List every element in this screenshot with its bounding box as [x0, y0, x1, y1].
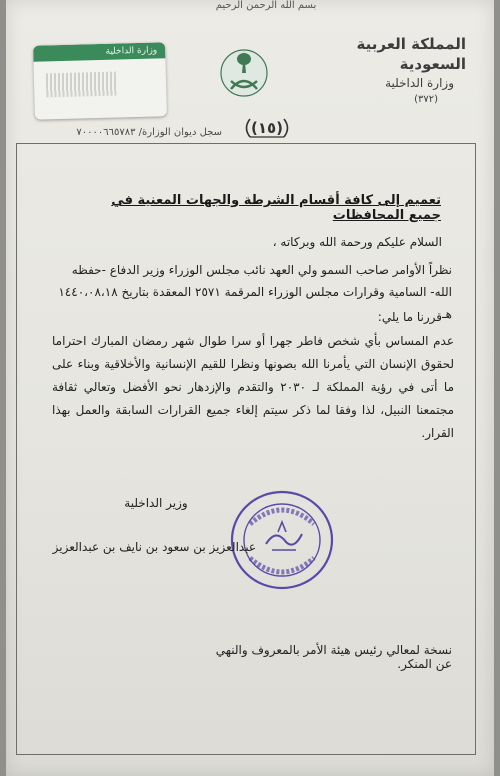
paragraph-decision: عدم المساس بأي شخص فاطر جهرا أو سرا طوال شهر رمضان المبارك احتراما لحقوق الإنسان التي يأمرنا الله بصونها ونظرا للقيم الإنسانية والأخلاقية وبناء على ما أتى في رؤية المملكة لـ ٢٠٣٠ والتقدم والإزدهار نحو الأفضل وتعالي ثقافة مجتمعنا النبيل، لذا وفقا لما ذكر سيتم إلغاء جميع القرارات السابقة والعمل بهذا القرار.	[52, 334, 454, 440]
greeting: السلام عليكم ورحمة الله وبركاته ،	[272, 235, 442, 249]
letterhead	[316, 34, 466, 108]
ministry-code: (٣٧٢)	[414, 94, 438, 105]
letter-title: تعميم إلى كافة أقسام الشرطة والجهات المعنية في جميع المحافظات	[111, 193, 441, 223]
decision-intro: قررنا ما يلي:	[377, 310, 442, 324]
ministry-name: وزارة الداخلية	[385, 76, 454, 90]
signatory-title: وزير الداخلية	[124, 496, 188, 510]
handwritten-number	[242, 117, 292, 139]
document-page	[6, 0, 494, 776]
sticker-barcode-icon	[46, 72, 117, 98]
handwritten-number-text: (١٥)	[250, 119, 284, 137]
sticker-title: وزارة الداخلية	[33, 42, 165, 61]
saudi-emblem-icon	[219, 43, 269, 103]
signatory-name: عبدالعزيز بن سعود بن نايف بن عبدالعزيز	[52, 540, 256, 554]
registry-number: سجل ديوان الوزارة/ ٧٠٠٠٠٦٦٥٧٨٣	[76, 127, 222, 138]
copy-notice: نسخة لمعالي رئيس هيئة الأمر بالمعروف والنهي عن المنكر.	[215, 643, 452, 671]
bismillah-text: بسم الله الرحمن الرحيم	[215, 0, 317, 11]
registry-sticker	[33, 42, 167, 119]
paragraph-preamble: نظراً الأوامر صاحب السمو ولي العهد نائب مجلس الوزراء وزير الدفاع -حفظه الله- السامية وقرارات مجلس الوزراء المرقمة ٢٥٧١ المعقدة بتاريخ ١٤٤٠،٠٨،١٨ هـ	[58, 263, 452, 321]
kingdom-name: المملكة العربية السعودية	[356, 35, 466, 73]
